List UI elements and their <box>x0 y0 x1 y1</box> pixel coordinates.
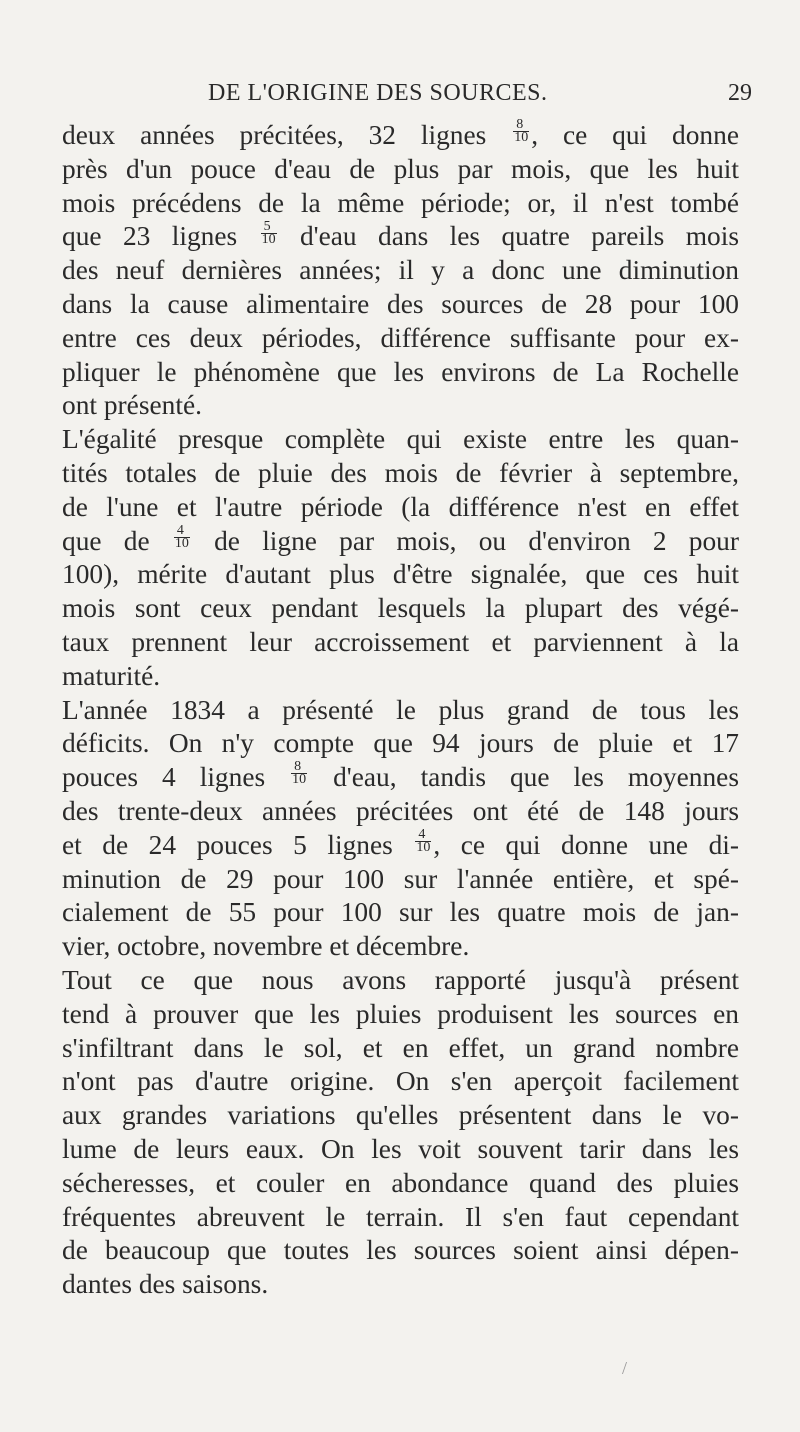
text-line: des neuf dernières années; il y a donc une diminution <box>62 255 739 286</box>
fraction-denominator: 10 <box>514 130 529 146</box>
fraction-numerator: 4 <box>415 829 431 842</box>
text-line: lume de leurs eaux. On les voit souvent tarir dans les <box>62 1133 739 1164</box>
text-line: mois précédens de la même période; or, il n'est tombé <box>62 187 739 218</box>
text-line: dans la cause alimentaire des sources de 28 pour 100 <box>62 288 739 319</box>
text-line: entre ces deux périodes, différence suffisante pour ex- <box>62 322 739 353</box>
text-segment: et de 24 pouces 5 lignes <box>62 829 393 860</box>
text-line: de beaucoup que toutes les sources soient ainsi dépen- <box>62 1235 739 1266</box>
text-line: déficits. On n'y compte que 94 jours de pluie et 17 <box>62 728 739 759</box>
text-segment: de ligne par mois, ou d'environ 2 pour <box>214 525 739 556</box>
fraction-numerator: 4 <box>174 525 190 538</box>
text-segment: , ce qui donne <box>531 120 739 150</box>
fraction-4-10 <box>415 826 431 855</box>
running-title: DE L'ORIGINE DES SOURCES. <box>208 80 548 106</box>
text-line: ont présenté. <box>62 390 202 421</box>
fraction-8-10 <box>513 119 529 144</box>
fraction-denominator: 10 <box>174 535 189 551</box>
text-line: vier, octobre, novembre et décembre. <box>62 931 470 962</box>
text-line: de l'une et l'autre période (la différence n'est en effet <box>62 491 739 522</box>
text-line <box>62 220 739 254</box>
text-line: taux prennent leur accroissement et parviennent à la <box>62 626 739 657</box>
fraction-8-10 <box>291 761 307 786</box>
text-line: maturité. <box>62 660 161 691</box>
fraction-numerator: 5 <box>261 221 277 234</box>
text-line: des trente-deux années précitées ont été de 148 jours <box>62 795 739 826</box>
body-text <box>62 119 739 1302</box>
text-line: tend à prouver que les pluies produisent les sources en <box>62 998 739 1029</box>
text-line: s'infiltrant dans le sol, et en effet, un grand nombre <box>62 1032 739 1063</box>
text-line: n'ont pas d'autre origine. On s'en aperçoit facilement <box>62 1066 739 1097</box>
text-segment: que 23 lignes <box>62 221 238 252</box>
fraction-numerator: 8 <box>513 119 529 132</box>
fraction-numerator: 8 <box>291 761 307 774</box>
text-line: Tout ce que nous avons rapporté jusqu'à présent <box>62 964 739 995</box>
text-line: 100), mérite d'autant plus d'être signalée, que ces huit <box>62 559 739 590</box>
fraction-denominator: 10 <box>416 839 431 855</box>
text-line: tités totales de pluie des mois de février à septembre, <box>62 457 739 488</box>
text-line: pliquer le phénomène que les environs de La Rochelle <box>62 356 739 387</box>
text-line: sécheresses, et couler en abondance quand des pluies <box>62 1167 739 1198</box>
text-segment: d'eau dans les quatre pareils mois <box>299 221 739 252</box>
text-line: cialement de 55 pour 100 sur les quatre mois de jan- <box>62 897 739 928</box>
text-line <box>62 761 739 795</box>
fraction-4-10 <box>174 522 190 551</box>
text-line: dantes des saisons. <box>62 1269 269 1300</box>
stray-mark: / <box>622 1358 628 1378</box>
text-segment: que de <box>62 525 150 556</box>
text-line <box>62 119 739 153</box>
text-line <box>62 826 739 863</box>
text-line: L'égalité presque complète qui existe entre les quan- <box>62 424 739 455</box>
fraction-5-10 <box>261 218 277 247</box>
text-segment: deux années précitées, 32 lignes <box>62 120 487 150</box>
text-segment: pouces 4 lignes <box>62 762 266 793</box>
page-number: 29 <box>728 80 752 106</box>
text-line: aux grandes variations qu'elles présentent dans le vo- <box>62 1100 739 1131</box>
text-line: fréquentes abreuvent le terrain. Il s'en faut cependant <box>62 1201 739 1232</box>
text-segment: , ce qui donne une di- <box>433 829 739 860</box>
running-header <box>0 76 800 110</box>
text-line: L'année 1834 a présenté le plus grand de tous les <box>62 694 739 725</box>
text-segment: d'eau, tandis que les moyennes <box>333 762 739 793</box>
text-line <box>62 522 739 559</box>
text-line: mois sont ceux pendant lesquels la plupart des végé- <box>62 593 739 624</box>
text-line: près d'un pouce d'eau de plus par mois, que les huit <box>62 153 739 184</box>
fraction-denominator: 10 <box>261 231 276 247</box>
text-line: minution de 29 pour 100 sur l'année entière, et spé- <box>62 863 739 894</box>
fraction-denominator: 10 <box>292 772 307 788</box>
